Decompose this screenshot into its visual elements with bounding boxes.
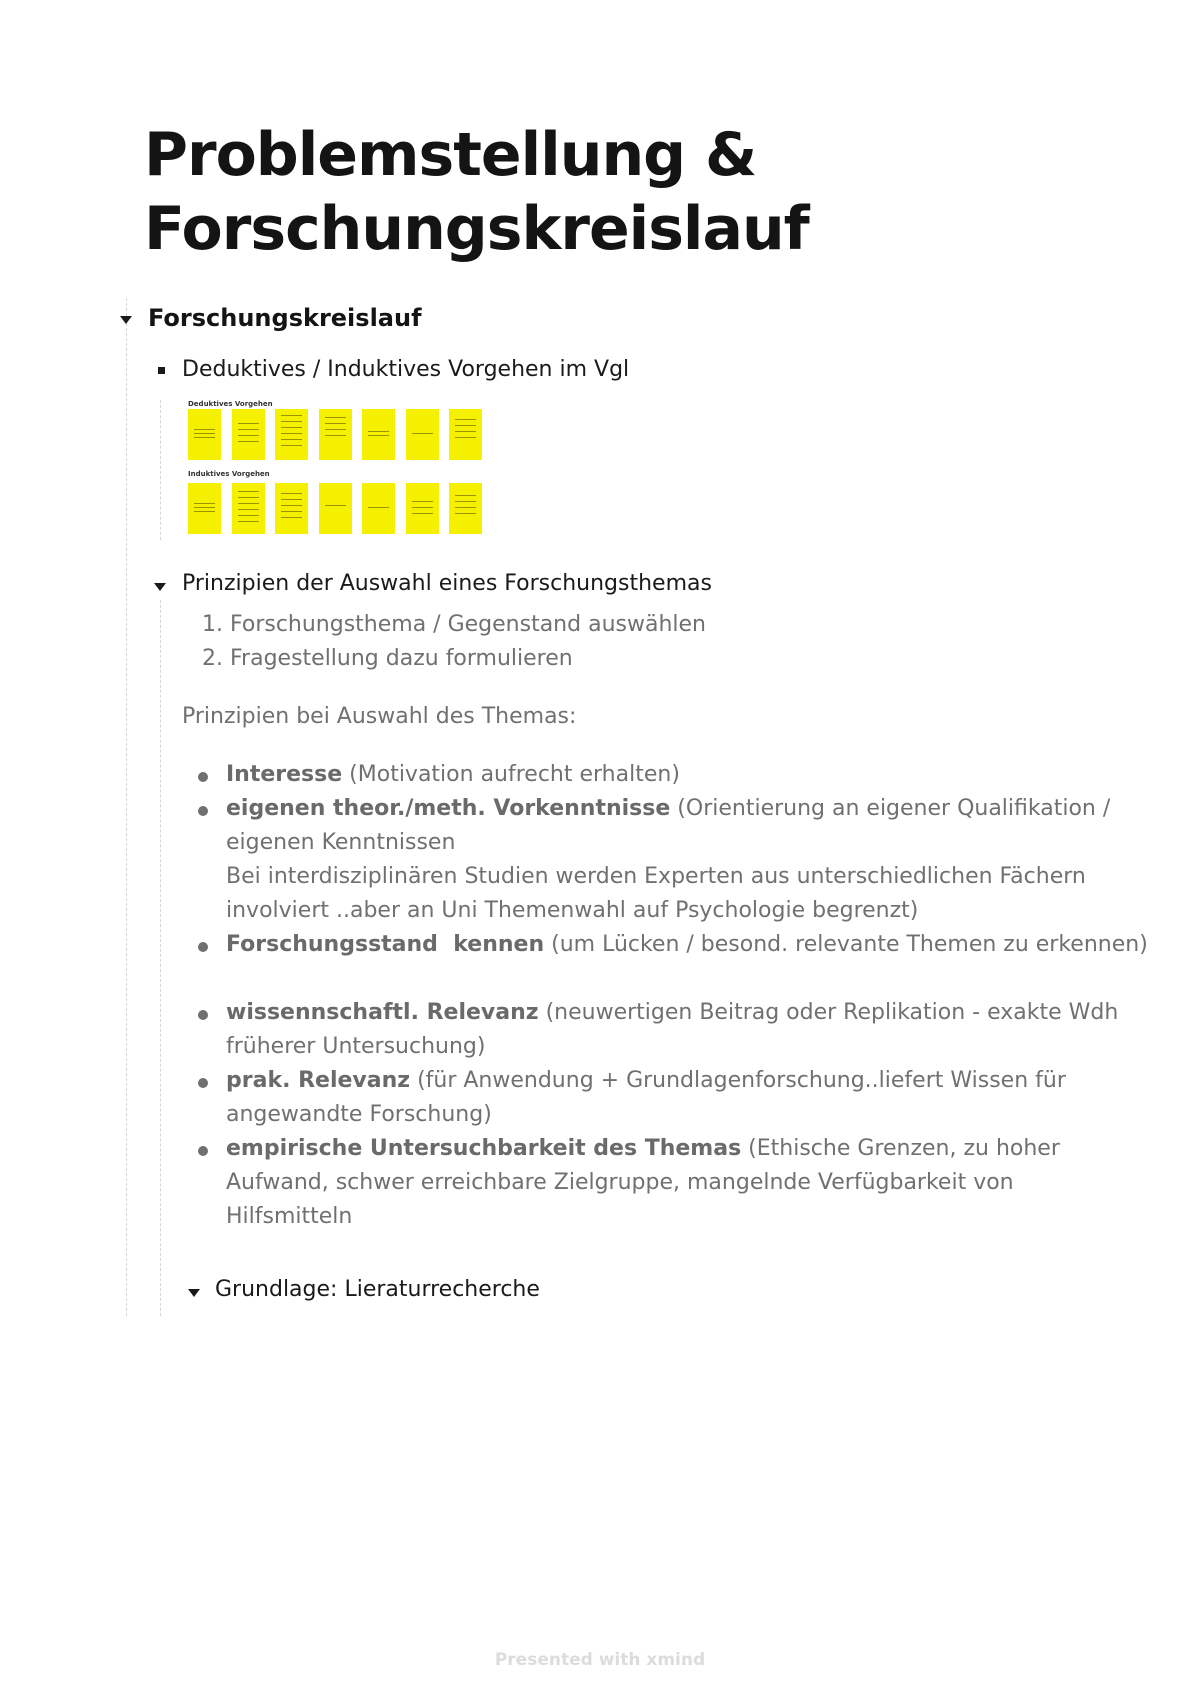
outline-guide-level2: [160, 400, 161, 540]
bullet-dot-icon: [198, 942, 208, 952]
collapse-toggle-icon[interactable]: [188, 1289, 200, 1297]
thumbnail-label-induktiv: Induktives Vorgehen: [188, 470, 270, 478]
bullet-dot-icon: [198, 1146, 208, 1156]
outline-guide-level2b: [160, 600, 161, 1316]
section-heading-prinzipien: Prinzipien der Auswahl eines Forschungsthemas: [182, 571, 712, 596]
deduktiv-induktiv-diagram-thumbnail[interactable]: [184, 396, 484, 536]
bullet-dot-icon: [198, 1010, 208, 1020]
sticky-note: [406, 409, 439, 460]
sticky-note: [319, 409, 352, 460]
sticky-note: [406, 483, 439, 534]
bullet-untersuchbarkeit: empirische Untersuchbarkeit des Themas (Ethische Grenzen, zu hoher: [226, 1136, 1060, 1161]
title-line-2: Forschungskreislauf: [144, 194, 809, 264]
bullet-prak-relevanz: prak. Relevanz (für Anwendung + Grundlagenforschung..liefert Wissen für: [226, 1068, 1066, 1093]
bullet-dot-icon: [198, 806, 208, 816]
numbered-item-2: 2. Fragestellung dazu formulieren: [202, 646, 573, 671]
outline-guide-level1: [126, 298, 127, 1316]
thumbnail-label-deduktiv: Deduktives Vorgehen: [188, 400, 273, 408]
list-item-deduktiv: Deduktives / Induktives Vorgehen im Vgl: [182, 357, 630, 382]
bullet-forschungsstand: Forschungsstand kennen (um Lücken / besond. relevante Themen zu erkennen): [226, 932, 1148, 957]
title-line-1: Problemstellung &: [144, 120, 757, 190]
bullet-vorkenntnisse-cont-2: Bei interdisziplinären Studien werden Experten aus unterschiedlichen Fächern: [226, 864, 1086, 889]
sticky-note: [232, 409, 265, 460]
bullet-untersuchbarkeit-cont-1: Aufwand, schwer erreichbare Zielgruppe, mangelnde Verfügbarkeit von: [226, 1170, 1014, 1195]
bullet-wiss-relevanz-cont: früherer Untersuchung): [226, 1034, 486, 1059]
bullet-untersuchbarkeit-cont-2: Hilfsmitteln: [226, 1204, 353, 1229]
collapse-toggle-icon[interactable]: [120, 316, 132, 324]
bullet-interesse: Interesse (Motivation aufrecht erhalten): [226, 762, 680, 787]
numbered-item-1: 1. Forschungsthema / Gegenstand auswählen: [202, 612, 706, 637]
section-heading-grundlage: Grundlage: Lieraturrecherche: [215, 1277, 540, 1302]
footer-watermark: Presented with xmind: [494, 1650, 706, 1670]
sticky-note: [362, 409, 395, 460]
sticky-note: [232, 483, 265, 534]
bullet-dot-icon: [198, 1078, 208, 1088]
sticky-note: [449, 483, 482, 534]
prinzipien-intro: Prinzipien bei Auswahl des Themas:: [182, 704, 577, 729]
bullet-vorkenntnisse-cont-1: eigenen Kenntnissen: [226, 830, 456, 855]
sticky-note: [449, 409, 482, 460]
sticky-note: [319, 483, 352, 534]
bullet-vorkenntnisse: eigenen theor./meth. Vorkenntnisse (Orientierung an eigener Qualifikation /: [226, 796, 1111, 821]
bullet-dot-icon: [198, 772, 208, 782]
sticky-note: [188, 483, 221, 534]
collapse-toggle-icon[interactable]: [154, 583, 166, 591]
sticky-note: [275, 483, 308, 534]
sticky-note: [362, 483, 395, 534]
bullet-vorkenntnisse-cont-3: involviert ..aber an Uni Themenwahl auf Psychologie begrenzt): [226, 898, 919, 923]
sticky-note: [275, 409, 308, 460]
page-title: [144, 118, 1044, 266]
bullet-prak-relevanz-cont: angewandte Forschung): [226, 1102, 492, 1127]
bullet-wiss-relevanz: wissennschaftl. Relevanz (neuwertigen Beitrag oder Replikation - exakte Wdh: [226, 1000, 1119, 1025]
sticky-note: [188, 409, 221, 460]
square-bullet-icon: [158, 367, 165, 374]
section-heading-forschungskreislauf: Forschungskreislauf: [148, 304, 422, 332]
